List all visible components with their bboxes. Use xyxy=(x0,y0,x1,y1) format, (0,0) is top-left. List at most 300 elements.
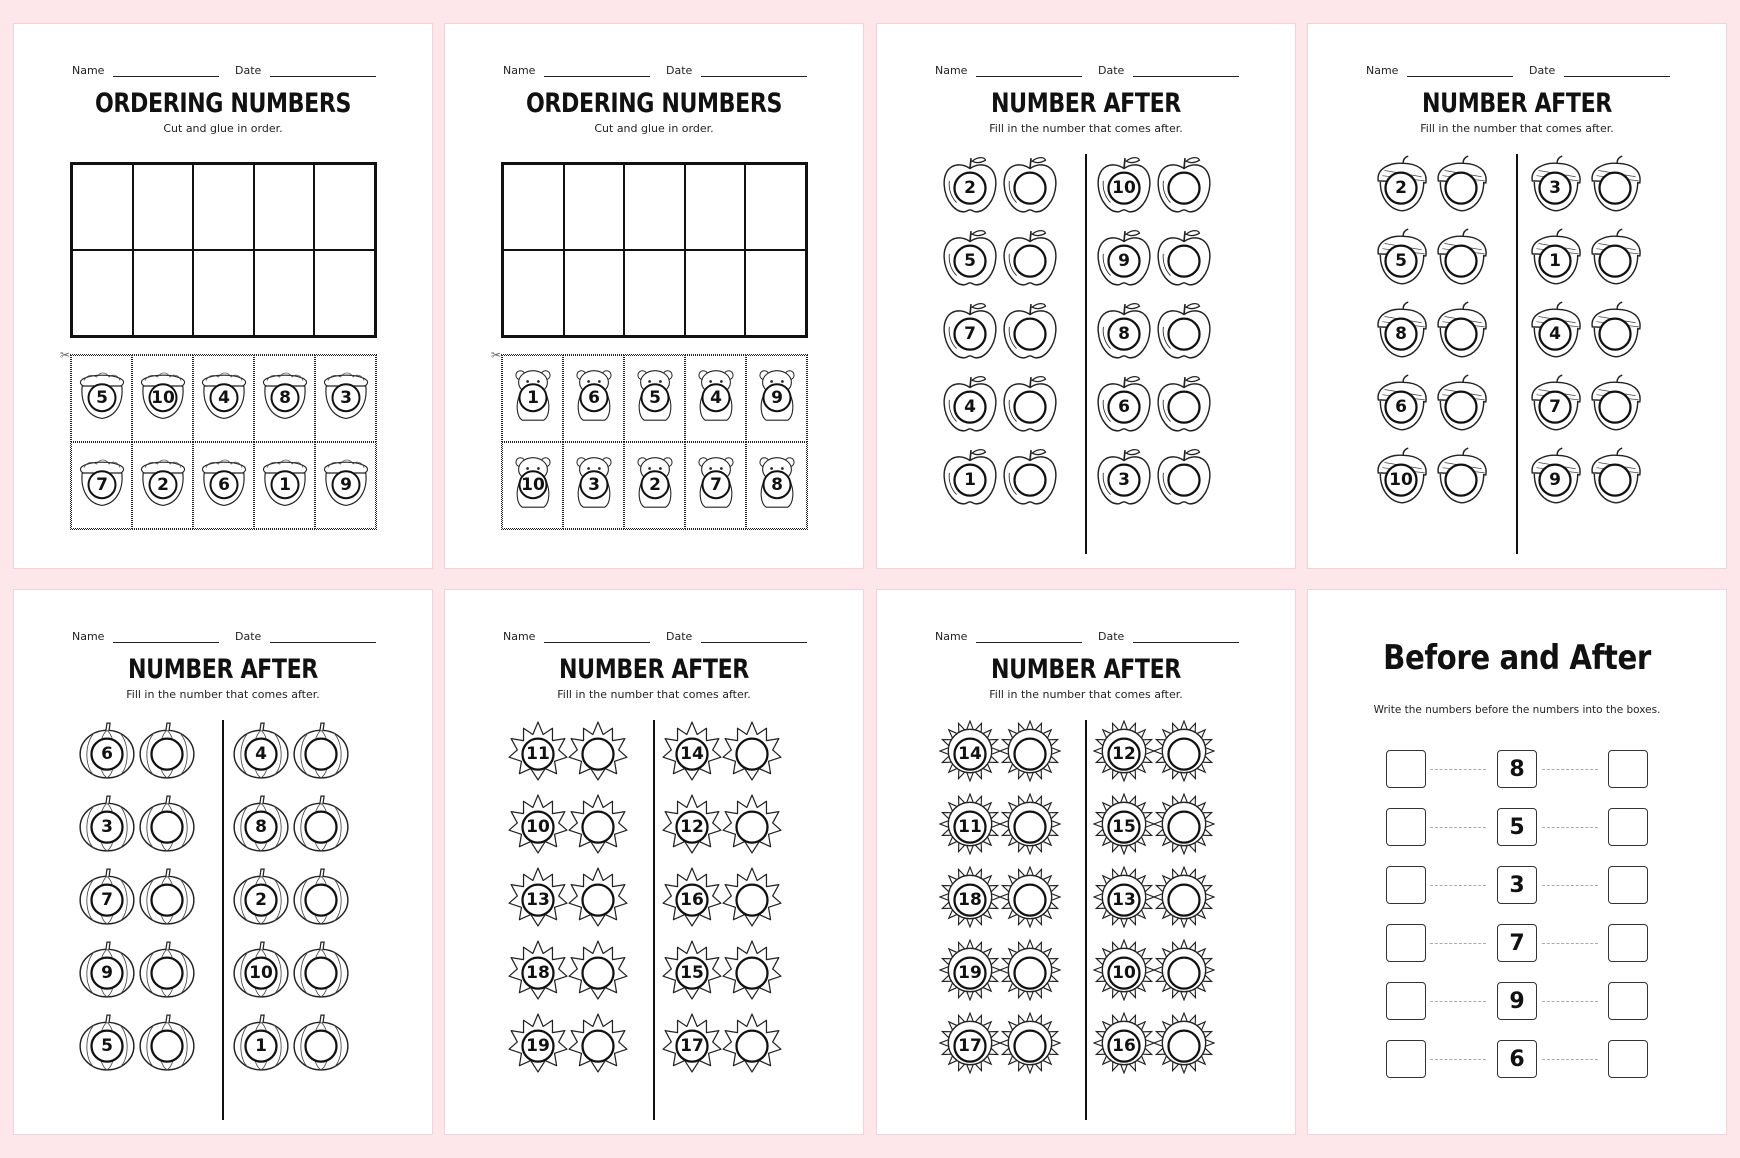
answer-figure xyxy=(721,720,783,782)
answer-figure xyxy=(290,866,352,928)
glue-cell[interactable] xyxy=(503,250,564,336)
given-number-figure xyxy=(230,866,292,928)
figure-number: 15 xyxy=(1112,817,1136,837)
given-number-figure xyxy=(1093,154,1155,216)
figure-number: 17 xyxy=(958,1036,982,1056)
answer-circle[interactable] xyxy=(290,723,352,785)
answer-figure xyxy=(721,939,783,1001)
name-label: Name xyxy=(72,630,105,643)
given-number-figure xyxy=(1093,866,1155,928)
left-arrow xyxy=(1430,769,1486,770)
cutout-card[interactable] xyxy=(563,442,624,529)
name-field[interactable] xyxy=(113,642,219,643)
card-figure xyxy=(319,455,373,509)
figure-number: 8 xyxy=(1395,324,1407,344)
card-figure xyxy=(567,368,621,422)
figure-number: 7 xyxy=(964,324,976,344)
cutout-card[interactable] xyxy=(132,442,193,529)
date-field[interactable] xyxy=(270,642,376,643)
answer-figure xyxy=(1153,373,1215,435)
cutout-card[interactable] xyxy=(746,442,807,529)
page-instructions: Write the numbers before the numbers into the boxes. xyxy=(1373,704,1661,716)
cutout-card[interactable] xyxy=(254,355,315,442)
answer-circle[interactable] xyxy=(721,869,783,931)
answer-figure xyxy=(1430,154,1492,216)
given-number-figure xyxy=(230,939,292,1001)
figure-number: 7 xyxy=(710,475,722,495)
answer-circle[interactable] xyxy=(999,303,1061,365)
glue-cell[interactable] xyxy=(503,164,564,250)
answer-circle[interactable] xyxy=(999,942,1061,1004)
figure-number: 19 xyxy=(526,1036,550,1056)
answer-figure xyxy=(290,939,352,1001)
given-number-figure xyxy=(1093,793,1155,855)
worksheet-page-s4 xyxy=(1308,24,1726,568)
given-number-figure xyxy=(76,939,138,1001)
middle-number-box: 3 xyxy=(1497,866,1537,904)
name-field[interactable] xyxy=(976,76,1082,77)
name-label: Name xyxy=(72,64,105,77)
given-number-figure xyxy=(1093,939,1155,1001)
glue-cell[interactable] xyxy=(745,250,806,336)
after-answer-box[interactable] xyxy=(1608,1040,1648,1078)
answer-circle[interactable] xyxy=(1430,376,1492,438)
given-number-figure xyxy=(1093,720,1155,782)
given-number-figure xyxy=(1093,227,1155,289)
card-figure xyxy=(567,455,621,509)
answer-circle[interactable] xyxy=(136,796,198,858)
figure-number: 5 xyxy=(96,388,108,408)
date-label: Date xyxy=(666,630,693,643)
worksheet-page-s1 xyxy=(14,24,432,568)
answer-figure xyxy=(999,720,1061,782)
before-answer-box[interactable] xyxy=(1386,1040,1426,1078)
figure-number: 18 xyxy=(526,963,550,983)
cutout-card[interactable] xyxy=(71,355,132,442)
answer-circle[interactable] xyxy=(999,157,1061,219)
glue-cell[interactable] xyxy=(564,250,625,336)
right-arrow xyxy=(1542,1001,1598,1002)
given-number-figure xyxy=(230,793,292,855)
answer-figure xyxy=(290,720,352,782)
figure-number: 11 xyxy=(526,744,550,764)
given-number-figure xyxy=(1524,300,1586,362)
cutout-card[interactable] xyxy=(71,442,132,529)
given-number-figure xyxy=(939,446,1001,508)
after-answer-box[interactable] xyxy=(1608,924,1648,962)
date-field[interactable] xyxy=(1564,76,1670,77)
before-answer-box[interactable] xyxy=(1386,808,1426,846)
name-date-row xyxy=(445,630,863,646)
answer-figure xyxy=(1153,720,1215,782)
figure-number: 4 xyxy=(255,744,267,764)
figure-number: 3 xyxy=(1118,470,1130,490)
card-figure xyxy=(197,368,251,422)
figure-number: 6 xyxy=(1118,397,1130,417)
answer-circle[interactable] xyxy=(999,723,1061,785)
figure-number: 13 xyxy=(526,890,550,910)
answer-figure xyxy=(999,866,1061,928)
answer-figure xyxy=(136,866,198,928)
page-instructions: Fill in the number that comes after. xyxy=(557,688,751,701)
answer-circle[interactable] xyxy=(290,1015,352,1077)
card-figure xyxy=(750,455,804,509)
column-divider xyxy=(1085,720,1087,1120)
given-number-figure xyxy=(939,866,1001,928)
worksheet-page-s5 xyxy=(14,590,432,1134)
given-number-figure xyxy=(1093,446,1155,508)
scissors-icon: ✂ xyxy=(491,348,502,362)
glue-cell[interactable] xyxy=(685,250,746,336)
cutout-card[interactable] xyxy=(315,442,376,529)
figure-number: 1 xyxy=(527,388,539,408)
date-field[interactable] xyxy=(1133,642,1239,643)
column-divider xyxy=(222,720,224,1120)
answer-circle[interactable] xyxy=(136,869,198,931)
given-number-figure xyxy=(939,154,1001,216)
answer-figure xyxy=(290,1012,352,1074)
cutout-card[interactable] xyxy=(193,355,254,442)
given-number-figure xyxy=(939,373,1001,435)
figure-number: 2 xyxy=(964,178,976,198)
figure-number: 7 xyxy=(1549,397,1561,417)
given-number-figure xyxy=(507,866,569,928)
figure-number: 12 xyxy=(680,817,704,837)
given-number-figure xyxy=(1370,373,1432,435)
name-field[interactable] xyxy=(1407,76,1513,77)
answer-circle[interactable] xyxy=(567,796,629,858)
before-answer-box[interactable] xyxy=(1386,924,1426,962)
left-arrow xyxy=(1430,827,1486,828)
answer-figure xyxy=(1430,373,1492,435)
glue-cell[interactable] xyxy=(254,164,315,250)
given-number-figure xyxy=(507,720,569,782)
card-figure xyxy=(506,455,560,509)
answer-circle[interactable] xyxy=(567,1015,629,1077)
answer-circle[interactable] xyxy=(136,723,198,785)
answer-circle[interactable] xyxy=(1153,230,1215,292)
given-number-figure xyxy=(1524,227,1586,289)
cutout-card[interactable] xyxy=(132,355,193,442)
answer-circle[interactable] xyxy=(999,376,1061,438)
figure-number: 1 xyxy=(1549,251,1561,271)
card-figure xyxy=(319,368,373,422)
given-number-figure xyxy=(230,720,292,782)
answer-circle[interactable] xyxy=(1153,796,1215,858)
column-divider xyxy=(1085,154,1087,554)
before-answer-box[interactable] xyxy=(1386,750,1426,788)
cutout-card[interactable] xyxy=(624,442,685,529)
right-arrow xyxy=(1542,827,1598,828)
answer-circle[interactable] xyxy=(1584,230,1646,292)
cutout-card[interactable] xyxy=(254,442,315,529)
answer-circle[interactable] xyxy=(1153,869,1215,931)
given-number-figure xyxy=(939,300,1001,362)
figure-number: 2 xyxy=(649,475,661,495)
answer-circle[interactable] xyxy=(290,942,352,1004)
name-date-row xyxy=(445,64,863,80)
figure-number: 3 xyxy=(340,388,352,408)
date-label: Date xyxy=(1529,64,1556,77)
middle-number-box: 9 xyxy=(1497,982,1537,1020)
card-figure xyxy=(136,368,190,422)
cutout-card[interactable] xyxy=(624,355,685,442)
glue-cell[interactable] xyxy=(193,250,254,336)
card-figure xyxy=(750,368,804,422)
name-field[interactable] xyxy=(113,76,219,77)
given-number-figure xyxy=(1093,1012,1155,1074)
answer-figure xyxy=(567,720,629,782)
answer-figure xyxy=(999,300,1061,362)
given-number-figure xyxy=(76,720,138,782)
glue-cell[interactable] xyxy=(72,250,133,336)
given-number-figure xyxy=(230,1012,292,1074)
name-field[interactable] xyxy=(544,76,650,77)
answer-circle[interactable] xyxy=(136,942,198,1004)
answer-figure xyxy=(1153,227,1215,289)
glue-cell[interactable] xyxy=(133,250,194,336)
given-number-figure xyxy=(76,1012,138,1074)
answer-figure xyxy=(999,446,1061,508)
figure-number: 12 xyxy=(1112,744,1136,764)
figure-number: 7 xyxy=(101,890,113,910)
figure-number: 6 xyxy=(1395,397,1407,417)
cutout-card[interactable] xyxy=(685,442,746,529)
figure-number: 9 xyxy=(340,475,352,495)
answer-circle[interactable] xyxy=(1153,1015,1215,1077)
page-instructions: Fill in the number that comes after. xyxy=(1420,122,1614,135)
given-number-figure xyxy=(661,866,723,928)
given-number-figure xyxy=(661,720,723,782)
figure-number: 8 xyxy=(255,817,267,837)
card-figure xyxy=(75,455,129,509)
answer-circle[interactable] xyxy=(290,869,352,931)
date-field[interactable] xyxy=(1133,76,1239,77)
figure-number: 9 xyxy=(1118,251,1130,271)
figure-number: 5 xyxy=(649,388,661,408)
date-field[interactable] xyxy=(701,642,807,643)
figure-number: 18 xyxy=(958,890,982,910)
given-number-figure xyxy=(939,720,1001,782)
name-label: Name xyxy=(935,630,968,643)
date-field[interactable] xyxy=(270,76,376,77)
glue-cell[interactable] xyxy=(564,164,625,250)
answer-figure xyxy=(136,720,198,782)
answer-circle[interactable] xyxy=(567,869,629,931)
figure-number: 10 xyxy=(1112,963,1136,983)
figure-number: 10 xyxy=(1112,178,1136,198)
card-figure xyxy=(136,455,190,509)
answer-figure xyxy=(567,793,629,855)
given-number-figure xyxy=(507,939,569,1001)
glue-grid xyxy=(501,162,808,338)
glue-cell[interactable] xyxy=(72,164,133,250)
card-figure xyxy=(506,368,560,422)
glue-grid xyxy=(70,162,377,338)
figure-number: 7 xyxy=(96,475,108,495)
cutout-card[interactable] xyxy=(193,442,254,529)
card-figure xyxy=(258,368,312,422)
figure-number: 2 xyxy=(1395,178,1407,198)
answer-circle[interactable] xyxy=(1153,942,1215,1004)
date-label: Date xyxy=(1098,630,1125,643)
figure-number: 8 xyxy=(1118,324,1130,344)
answer-circle[interactable] xyxy=(1430,303,1492,365)
page-title: NUMBER AFTER xyxy=(1422,88,1612,119)
figure-number: 10 xyxy=(249,963,273,983)
page-title: ORDERING NUMBERS xyxy=(525,88,783,119)
figure-number: 14 xyxy=(680,744,704,764)
cutout-card[interactable] xyxy=(685,355,746,442)
after-answer-box[interactable] xyxy=(1608,982,1648,1020)
answer-circle[interactable] xyxy=(290,796,352,858)
glue-cell[interactable] xyxy=(314,164,375,250)
answer-circle[interactable] xyxy=(1430,230,1492,292)
name-label: Name xyxy=(1366,64,1399,77)
right-arrow xyxy=(1542,885,1598,886)
answer-figure xyxy=(721,1012,783,1074)
answer-figure xyxy=(1584,446,1646,508)
answer-figure xyxy=(1153,446,1215,508)
given-number-figure xyxy=(939,1012,1001,1074)
after-answer-box[interactable] xyxy=(1608,750,1648,788)
answer-circle[interactable] xyxy=(999,869,1061,931)
before-answer-box[interactable] xyxy=(1386,982,1426,1020)
figure-number: 8 xyxy=(279,388,291,408)
cutout-card[interactable] xyxy=(746,355,807,442)
date-label: Date xyxy=(235,64,262,77)
answer-circle[interactable] xyxy=(721,1015,783,1077)
worksheet-page-s8 xyxy=(1308,590,1726,1134)
card-figure xyxy=(628,368,682,422)
answer-circle[interactable] xyxy=(999,230,1061,292)
answer-circle[interactable] xyxy=(721,723,783,785)
glue-cell[interactable] xyxy=(685,164,746,250)
page-instructions: Cut and glue in order. xyxy=(163,122,283,135)
card-figure xyxy=(258,455,312,509)
glue-cell[interactable] xyxy=(254,250,315,336)
answer-circle[interactable] xyxy=(136,1015,198,1077)
right-arrow xyxy=(1542,1059,1598,1060)
answer-circle[interactable] xyxy=(567,942,629,1004)
figure-number: 6 xyxy=(101,744,113,764)
date-field[interactable] xyxy=(701,76,807,77)
given-number-figure xyxy=(1093,373,1155,435)
name-date-row xyxy=(14,64,432,80)
answer-figure xyxy=(1153,1012,1215,1074)
figure-number: 11 xyxy=(958,817,982,837)
answer-figure xyxy=(999,154,1061,216)
name-label: Name xyxy=(935,64,968,77)
answer-circle[interactable] xyxy=(999,449,1061,511)
page-title: NUMBER AFTER xyxy=(128,654,318,685)
page-title: ORDERING NUMBERS xyxy=(94,88,352,119)
figure-number: 3 xyxy=(101,817,113,837)
right-arrow xyxy=(1542,943,1598,944)
answer-figure xyxy=(136,793,198,855)
answer-circle[interactable] xyxy=(1430,157,1492,219)
glue-cell[interactable] xyxy=(624,164,685,250)
figure-number: 10 xyxy=(526,817,550,837)
page-instructions: Fill in the number that comes after. xyxy=(126,688,320,701)
name-field[interactable] xyxy=(544,642,650,643)
cutout-cards xyxy=(501,354,808,530)
answer-circle[interactable] xyxy=(1430,449,1492,511)
name-field[interactable] xyxy=(976,642,1082,643)
answer-circle[interactable] xyxy=(1584,157,1646,219)
answer-figure xyxy=(136,939,198,1001)
given-number-figure xyxy=(1524,373,1586,435)
figure-number: 1 xyxy=(964,470,976,490)
figure-number: 9 xyxy=(101,963,113,983)
answer-figure xyxy=(1153,793,1215,855)
given-number-figure xyxy=(661,939,723,1001)
glue-cell[interactable] xyxy=(624,250,685,336)
figure-number: 9 xyxy=(1549,470,1561,490)
cutout-card[interactable] xyxy=(563,355,624,442)
answer-figure xyxy=(1584,373,1646,435)
figure-number: 10 xyxy=(151,388,175,408)
page-title: Before and After xyxy=(1383,638,1651,678)
after-answer-box[interactable] xyxy=(1608,808,1648,846)
answer-circle[interactable] xyxy=(721,942,783,1004)
answer-circle[interactable] xyxy=(999,1015,1061,1077)
answer-figure xyxy=(1584,227,1646,289)
figure-number: 3 xyxy=(588,475,600,495)
glue-cell[interactable] xyxy=(133,164,194,250)
cutout-card[interactable] xyxy=(315,355,376,442)
glue-cell[interactable] xyxy=(314,250,375,336)
given-number-figure xyxy=(1370,227,1432,289)
answer-circle[interactable] xyxy=(1153,157,1215,219)
name-date-row xyxy=(1308,64,1726,80)
figure-number: 17 xyxy=(680,1036,704,1056)
answer-circle[interactable] xyxy=(567,723,629,785)
name-date-row xyxy=(877,630,1295,646)
figure-number: 9 xyxy=(771,388,783,408)
answer-circle[interactable] xyxy=(1584,303,1646,365)
answer-circle[interactable] xyxy=(999,796,1061,858)
cutout-card[interactable] xyxy=(502,442,563,529)
card-figure xyxy=(197,455,251,509)
given-number-figure xyxy=(1093,300,1155,362)
figure-number: 16 xyxy=(1112,1036,1136,1056)
answer-circle[interactable] xyxy=(1153,449,1215,511)
figure-number: 5 xyxy=(101,1036,113,1056)
answer-circle[interactable] xyxy=(721,796,783,858)
figure-number: 3 xyxy=(1549,178,1561,198)
page-title: NUMBER AFTER xyxy=(559,654,749,685)
middle-number-box: 7 xyxy=(1497,924,1537,962)
answer-circle[interactable] xyxy=(1153,303,1215,365)
figure-number: 4 xyxy=(964,397,976,417)
answer-figure xyxy=(567,939,629,1001)
after-answer-box[interactable] xyxy=(1608,866,1648,904)
answer-circle[interactable] xyxy=(1584,449,1646,511)
answer-circle[interactable] xyxy=(1153,376,1215,438)
answer-circle[interactable] xyxy=(1584,376,1646,438)
glue-cell[interactable] xyxy=(193,164,254,250)
given-number-figure xyxy=(939,793,1001,855)
card-figure xyxy=(689,368,743,422)
worksheet-page-s6 xyxy=(445,590,863,1134)
figure-number: 1 xyxy=(255,1036,267,1056)
glue-cell[interactable] xyxy=(745,164,806,250)
cutout-card[interactable] xyxy=(502,355,563,442)
answer-circle[interactable] xyxy=(1153,723,1215,785)
before-answer-box[interactable] xyxy=(1386,866,1426,904)
page-instructions: Fill in the number that comes after. xyxy=(989,122,1183,135)
